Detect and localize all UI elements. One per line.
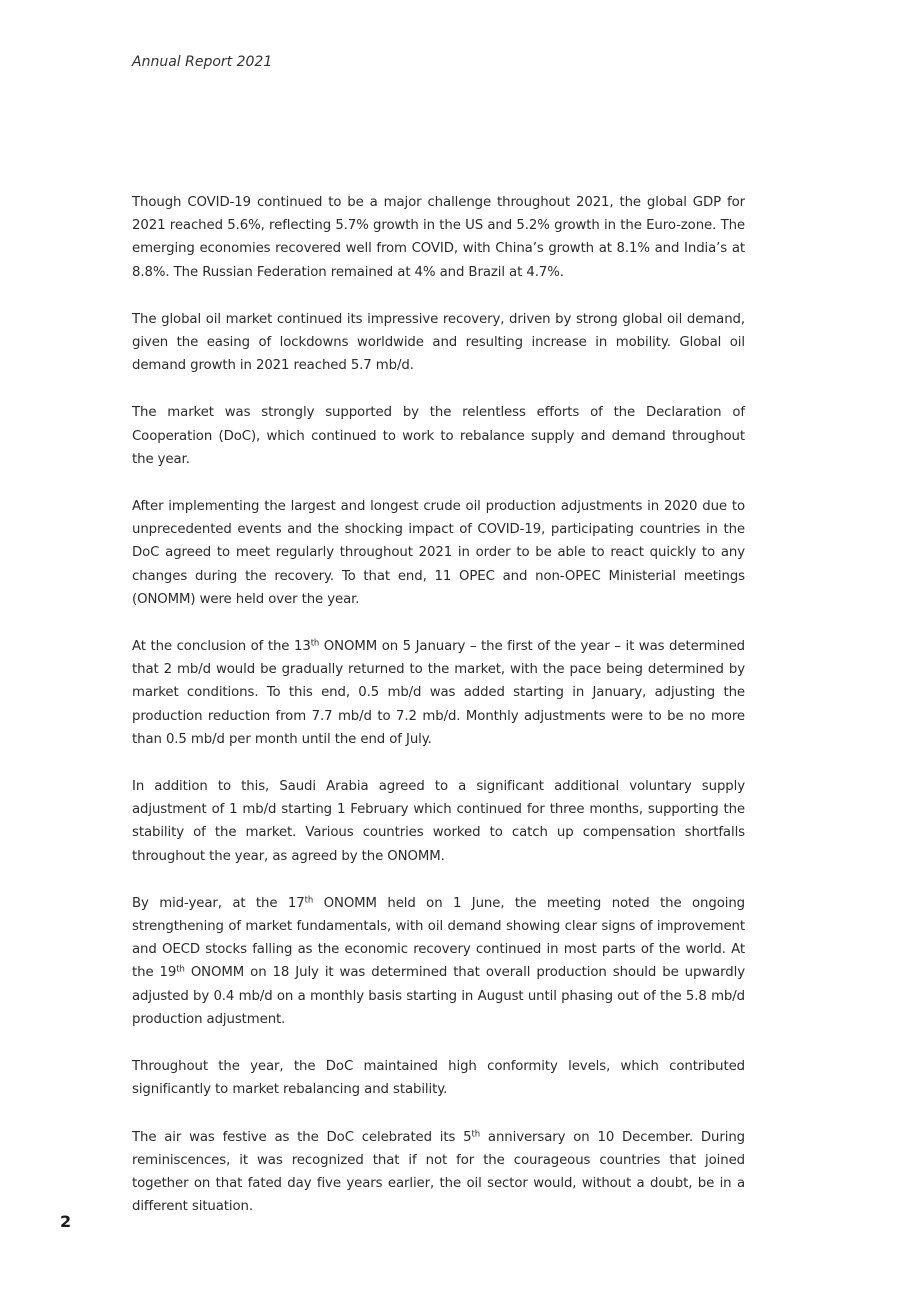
paragraph-production-adjustments xyxy=(132,495,745,611)
paragraph-saudi-arabia xyxy=(132,775,745,868)
paragraph-text: ONOMM held on 1 June, the meeting noted the ongoing strengthening of market fundamentals, with oil demand showing clear signs of improvement and OECD stocks falling as the economic recovery continued in most parts of the world. At the 19 xyxy=(132,895,745,981)
paragraph-text: ONOMM on 18 July it was determined that overall production should be upwardly adjusted by 0.4 mb/d on a monthly basis starting in August until phasing out of the 5.8 mb/d production adjustment. xyxy=(132,965,745,1027)
paragraph-text: anniversary on 10 December. During reminiscences, it was recognized that if not for the courageous countries that joined together on that fated day five years earlier, the oil sector would, without a doubt, be in a different situation. xyxy=(132,1129,745,1215)
paragraph-global-gdp xyxy=(132,191,745,284)
ordinal-suffix: th xyxy=(471,1128,481,1139)
paragraph-text: The air was festive as the DoC celebrated its 5 xyxy=(132,1129,472,1145)
paragraph-text: After implementing the largest and longest crude oil production adjustments in 2020 due to unprecedented events and the shocking impact of COVID-19, participating countries in the DoC agreed to meet regularly throughout 2021 in order to be able to react quickly to any changes during the recovery. To that end, 11 OPEC and non-OPEC Ministerial meetings (ONOMM) were held over the year. xyxy=(132,499,745,607)
ordinal-suffix: th xyxy=(310,638,320,649)
ordinal-suffix: th xyxy=(176,964,185,975)
paragraph-text: The global oil market continued its impressive recovery, driven by strong global oil demand, given the easing of lockdowns worldwide and resulting increase in mobility. Global oil demand growth in 2021 reached 5.7 mb/d. xyxy=(132,311,745,374)
page-number: 2 xyxy=(60,1212,72,1231)
paragraph-text: The market was strongly supported by the relentless efforts of the Declaration of Cooperation (DoC), which continued to work to rebalance supply and demand throughout the year. xyxy=(132,405,745,467)
ordinal-suffix: th xyxy=(304,895,314,906)
paragraph-text: By mid-year, at the 17 xyxy=(132,895,305,911)
paragraph-13th-onomm xyxy=(132,635,745,751)
paragraph-oil-market xyxy=(132,308,745,378)
paragraph-text: ONOMM on 5 January – the first of the year – it was determined that 2 mb/d would be gradually returned to the market, with the pace being determined by market conditions. To this end, 0.5 mb/d was added starting in January, adjusting the production reduction from 7.7 mb/d to 7.2 mb/d. Monthly adjustments were to be no more than 0.5 mb/d per month until the end of July. xyxy=(132,639,745,747)
paragraph-text: Though COVID-19 continued to be a major challenge throughout 2021, the global GDP for 2021 reached 5.6%, reflecting 5.7% growth in the US and 5.2% growth in the Euro-zone. The emerging economies recovered well from COVID, with China’s growth at 8.1% and India’s at 8.8%. The Russian Federation remained at 4% and Brazil at 4.7%. xyxy=(132,195,745,280)
paragraph-anniversary xyxy=(132,1126,745,1219)
paragraph-doc-support xyxy=(132,401,745,471)
paragraph-text: Throughout the year, the DoC maintained high conformity levels, which contributed significantly to market rebalancing and stability. xyxy=(132,1059,745,1098)
paragraph-text: In addition to this, Saudi Arabia agreed to a significant additional voluntary supply adjustment of 1 mb/d starting 1 February which continued for three months, supporting the stability of the market. Various countries worked to catch up compensation shortfalls throughout the year, as agreed by the ONOMM. xyxy=(132,779,745,864)
paragraph-text: At the conclusion of the 13 xyxy=(132,639,311,655)
paragraph-mid-year xyxy=(132,892,745,1031)
running-header: Annual Report 2021 xyxy=(132,54,273,70)
body-text xyxy=(132,191,745,1242)
paragraph-conformity xyxy=(132,1055,745,1101)
